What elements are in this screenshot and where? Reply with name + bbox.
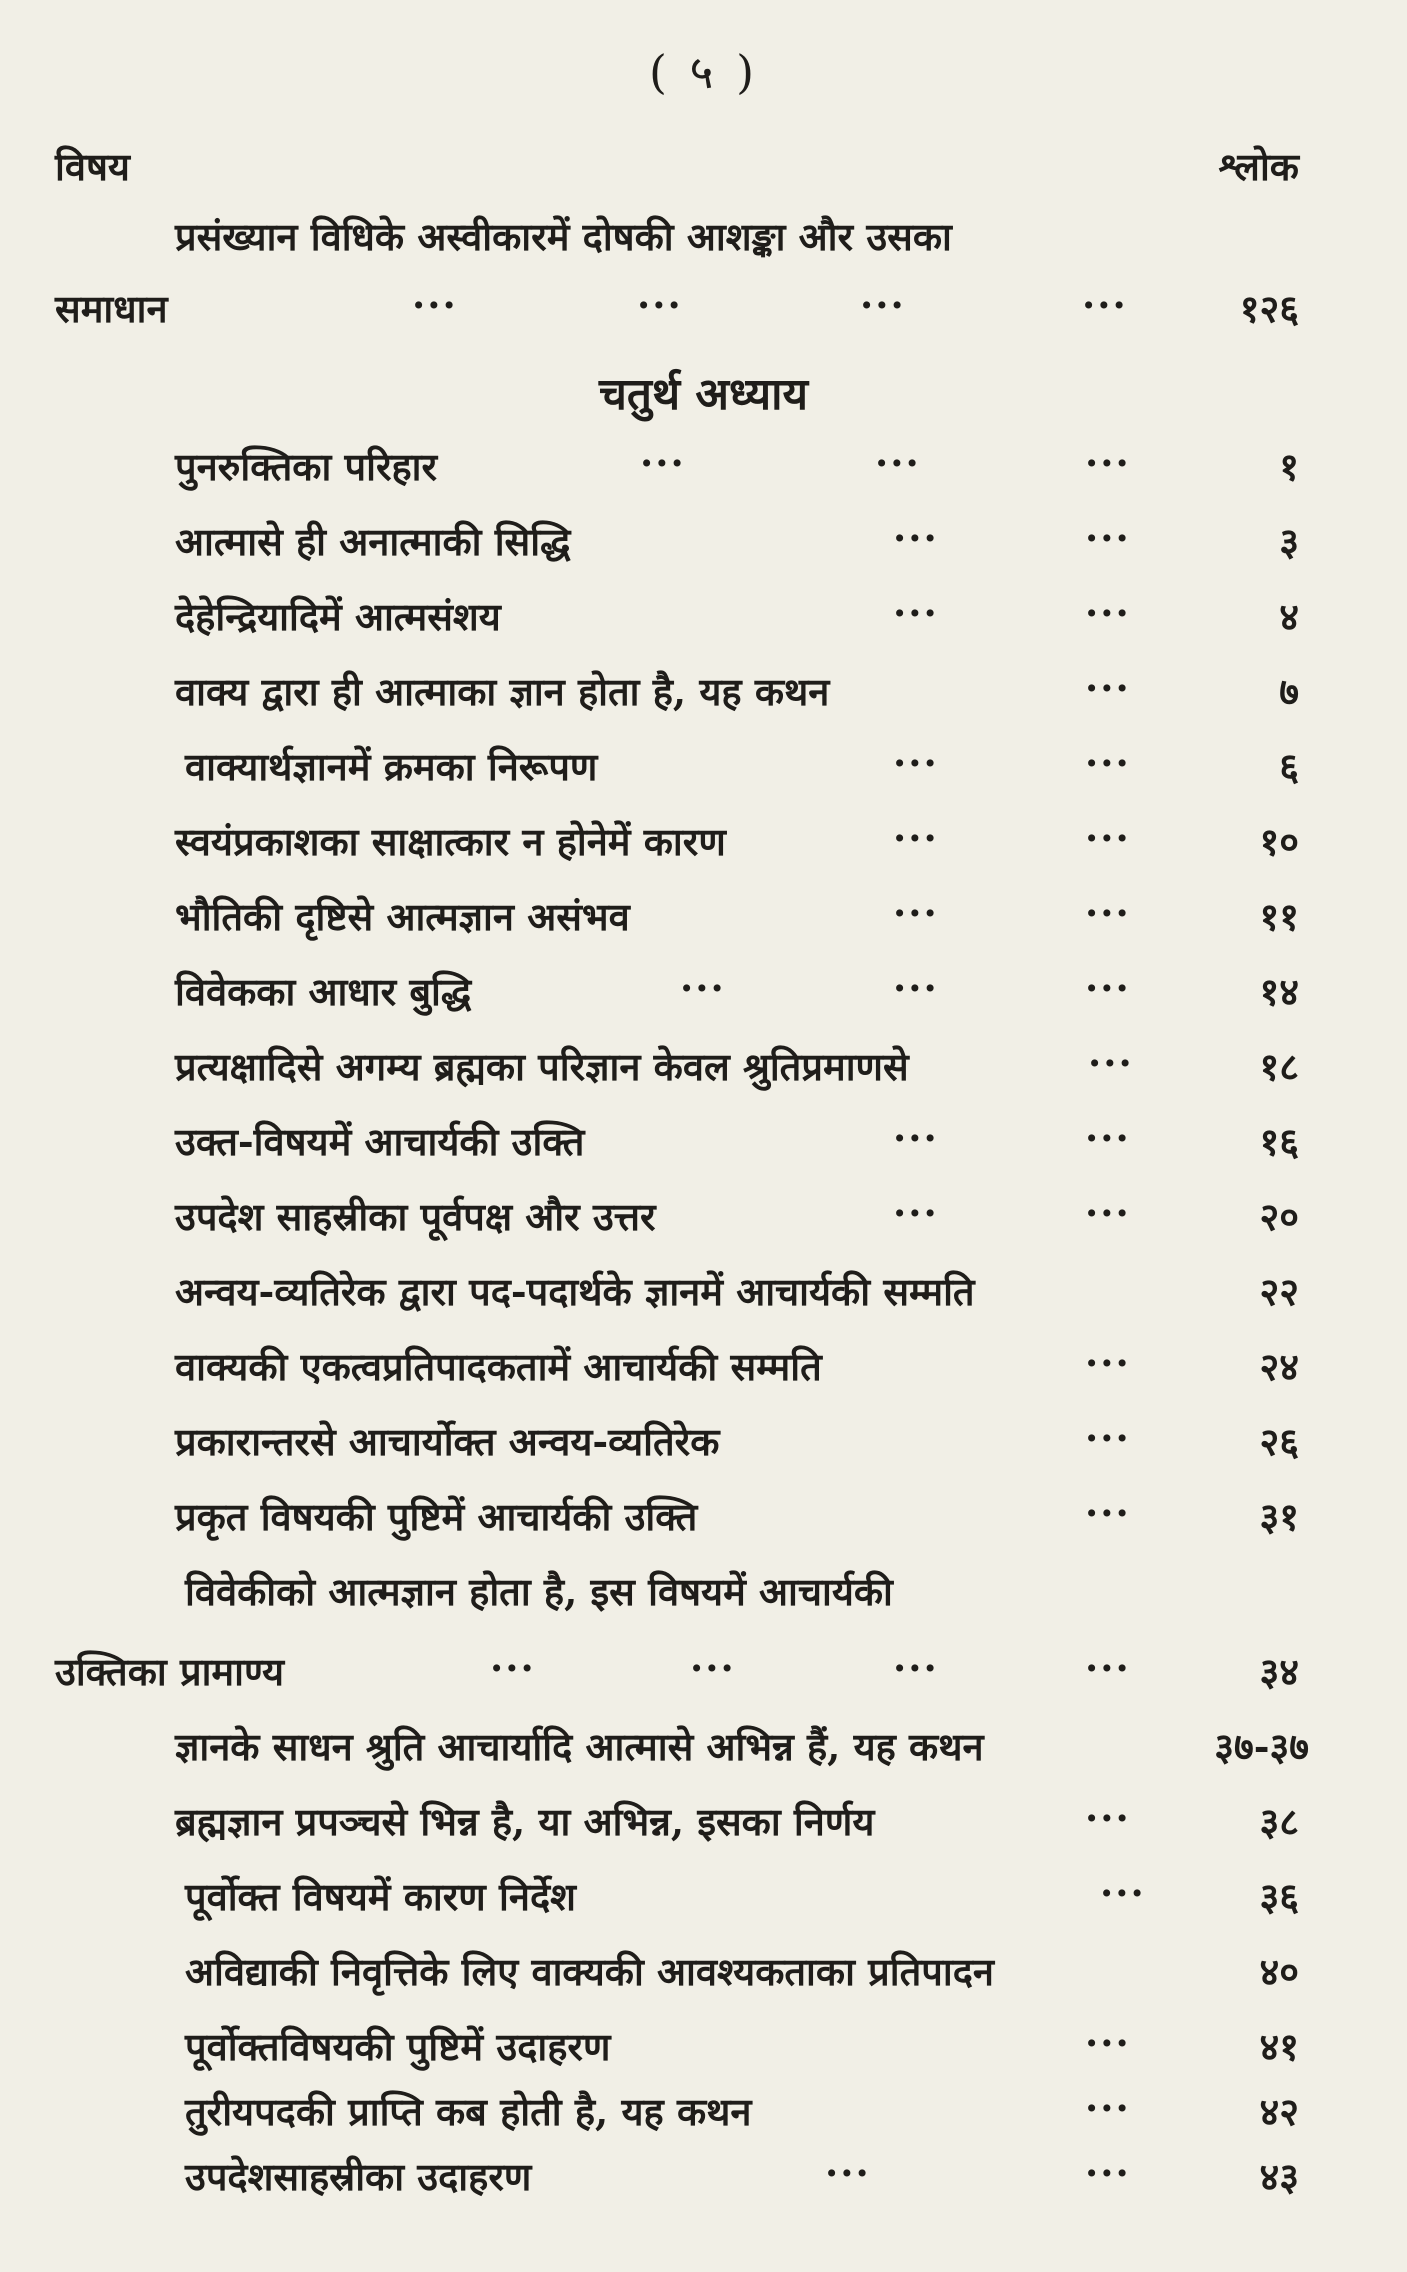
leader-dots: ... <box>893 730 939 775</box>
verse-number: १४ <box>1259 969 1299 1014</box>
toc-entry <box>0 1720 1407 1780</box>
entry-text: ब्रह्मज्ञान प्रपञ्चसे भिन्न है, या अभिन्न, इसका निर्णय <box>175 1799 875 1844</box>
entry-text: स्वयंप्रकाशका साक्षात्कार न होनेमें कारण <box>175 819 726 864</box>
leader-dots: ... <box>1085 1405 1131 1450</box>
entry-text: पूर्वोक्तविषयकी पुष्टिमें उदाहरण <box>185 2024 611 2069</box>
leader-dots: ... <box>1085 505 1131 550</box>
verse-number: ४१ <box>1259 2024 1299 2069</box>
toc-entry <box>0 1030 1407 1100</box>
entry-text: पुनरुक्तिका परिहार <box>175 444 438 489</box>
verse-number: ११ <box>1259 894 1299 939</box>
leader-dots: ... <box>640 430 686 475</box>
leader-dots: ... <box>1085 805 1131 850</box>
leader-dots: ... <box>893 1180 939 1225</box>
leader-dots: ... <box>1085 730 1131 775</box>
leader-dots: ... <box>1088 1030 1134 1075</box>
leader-dots: ... <box>875 430 921 475</box>
toc-entry <box>0 1180 1407 1250</box>
leader-dots: ... <box>1085 1180 1131 1225</box>
toc-entry <box>0 1785 1407 1855</box>
leader-dots: ... <box>490 1635 536 1680</box>
leader-dots: ... <box>893 1635 939 1680</box>
column-header-subject: विषय <box>55 144 130 189</box>
entry-text: ज्ञानके साधन श्रुति आचार्यादि आत्मासे अभिन्न हैं, यह कथन <box>175 1724 984 1769</box>
entry-text-line1: प्रसंख्यान विधिके अस्वीकारमें दोषकी आशङ्का और उसका <box>175 214 952 259</box>
leader-dots: ... <box>680 955 726 1000</box>
verse-number: २० <box>1259 1194 1299 1239</box>
leader-dots: ... <box>1085 1635 1131 1680</box>
column-header-verse: श्लोक <box>1218 144 1299 189</box>
entry-text: प्रकृत विषयकी पुष्टिमें आचार्यकी उक्ति <box>175 1494 698 1539</box>
leader-dots: ... <box>1085 1785 1131 1830</box>
leader-dots: ... <box>893 1105 939 1150</box>
verse-number: ३८ <box>1259 1799 1299 1844</box>
verse-number: १ <box>1279 444 1299 489</box>
verse-number: ४० <box>1259 1949 1299 1994</box>
leader-dots: ... <box>893 880 939 925</box>
verse-number: २४ <box>1259 1344 1299 1389</box>
entry-text: उपदेशसाहस्रीका उदाहरण <box>185 2154 532 2199</box>
toc-entry <box>0 505 1407 575</box>
entry-text: वाक्यकी एकत्वप्रतिपादकतामें आचार्यकी सम्मति <box>175 1344 822 1389</box>
toc-entry <box>0 1405 1407 1475</box>
entry-text: उपदेश साहस्रीका पूर्वपक्ष और उत्तर <box>175 1194 656 1239</box>
entry-text: अविद्याकी निवृत्तिके लिए वाक्यकी आवश्यकताका प्रतिपादन <box>185 1949 994 1994</box>
toc-entry <box>0 2075 1407 2145</box>
leader-dots: ... <box>893 955 939 1000</box>
verse-number: ६ <box>1279 744 1299 789</box>
chapter-title: चतुर्थ अध्याय <box>598 369 809 420</box>
entry-text: उक्त-विषयमें आचार्यकी उक्ति <box>175 1119 585 1164</box>
entry-text-line1: विवेकीको आत्मज्ञान होता है, इस विषयमें आचार्यकी <box>185 1569 893 1614</box>
toc-entry <box>0 955 1407 1025</box>
toc-entry <box>0 730 1407 800</box>
leader-dots: ... <box>1085 430 1131 475</box>
leader-dots: ... <box>1085 2140 1131 2185</box>
verse-number: ३४ <box>1259 1649 1299 1694</box>
toc-entry <box>0 580 1407 650</box>
toc-entry <box>0 1105 1407 1175</box>
entry-text: भौतिकी दृष्टिसे आत्मज्ञान असंभव <box>175 894 630 939</box>
verse-number: ३६ <box>1259 1874 1299 1919</box>
verse-number: ४३ <box>1259 2154 1299 2199</box>
toc-entry-continued <box>0 272 1407 342</box>
leader-dots: ... <box>893 805 939 850</box>
entry-text: वाक्यार्थज्ञानमें क्रमका निरूपण <box>185 744 598 789</box>
verse-number: ३ <box>1279 519 1299 564</box>
entry-text: तुरीयपदकी प्राप्ति कब होती है, यह कथन <box>185 2089 752 2134</box>
toc-entry <box>0 430 1407 500</box>
leader-dots: ... <box>893 505 939 550</box>
verse-number: ७ <box>1279 669 1299 714</box>
toc-entry <box>0 1565 1407 1625</box>
verse-number: ४ <box>1279 594 1299 639</box>
leader-dots: ... <box>893 580 939 625</box>
verse-number: १६ <box>1259 1119 1299 1164</box>
toc-entry-continued <box>0 1635 1407 1705</box>
leader-dots: ... <box>1082 272 1128 317</box>
entry-text: अन्वय-व्यतिरेक द्वारा पद-पदार्थके ज्ञानमें आचार्यकी सम्मति <box>175 1269 975 1314</box>
entry-text: पूर्वोक्त विषयमें कारण निर्देश <box>185 1874 576 1919</box>
toc-entry <box>0 1330 1407 1400</box>
page-number: ( ५ ) <box>648 45 759 99</box>
leader-dots: ... <box>690 1635 736 1680</box>
leader-dots: ... <box>825 2140 871 2185</box>
verse-number: २६ <box>1259 1419 1299 1464</box>
leader-dots: ... <box>1085 1105 1131 1150</box>
toc-entry <box>0 2140 1407 2210</box>
toc-entry <box>0 210 1407 270</box>
verse-number: २२ <box>1259 1269 1299 1314</box>
leader-dots: ... <box>637 272 683 317</box>
entry-text: प्रत्यक्षादिसे अगम्य ब्रह्मका परिज्ञान केवल श्रुतिप्रमाणसे <box>175 1044 909 1089</box>
leader-dots: ... <box>1085 955 1131 1000</box>
leader-dots: ... <box>1100 1860 1146 1905</box>
verse-number: ४२ <box>1259 2089 1299 2134</box>
leader-dots: ... <box>1085 1480 1131 1525</box>
leader-dots: ... <box>1085 880 1131 925</box>
entry-text-line2: समाधान <box>55 286 168 331</box>
entry-text-line2: उक्तिका प्रामाण्य <box>55 1649 285 1694</box>
verse-number: ३७-३७ <box>1214 1724 1309 1769</box>
leader-dots: ... <box>1085 580 1131 625</box>
verse-number: १२६ <box>1239 286 1299 331</box>
entry-text: प्रकारान्तरसे आचार्योक्त अन्वय-व्यतिरेक <box>175 1419 720 1464</box>
leader-dots: ... <box>1085 2075 1131 2120</box>
toc-entry <box>0 880 1407 950</box>
toc-entry <box>0 1480 1407 1550</box>
verse-number: १८ <box>1259 1044 1299 1089</box>
toc-entry <box>0 1945 1407 2005</box>
entry-text: देहेन्द्रियादिमें आत्मसंशय <box>175 594 501 639</box>
toc-entry <box>0 2010 1407 2080</box>
leader-dots: ... <box>1085 1330 1131 1375</box>
entry-text: विवेकका आधार बुद्धि <box>175 969 472 1014</box>
entry-text: वाक्य द्वारा ही आत्माका ज्ञान होता है, यह कथन <box>175 669 830 714</box>
leader-dots: ... <box>860 272 906 317</box>
toc-entry <box>0 1265 1407 1325</box>
toc-entry <box>0 805 1407 875</box>
leader-dots: ... <box>1085 655 1131 700</box>
leader-dots: ... <box>1085 2010 1131 2055</box>
verse-number: १० <box>1259 819 1299 864</box>
toc-entry <box>0 655 1407 725</box>
verse-number: ३१ <box>1259 1494 1299 1539</box>
entry-text: आत्मासे ही अनात्माकी सिद्धि <box>175 519 571 564</box>
toc-entry <box>0 1860 1407 1930</box>
leader-dots: ... <box>412 272 458 317</box>
